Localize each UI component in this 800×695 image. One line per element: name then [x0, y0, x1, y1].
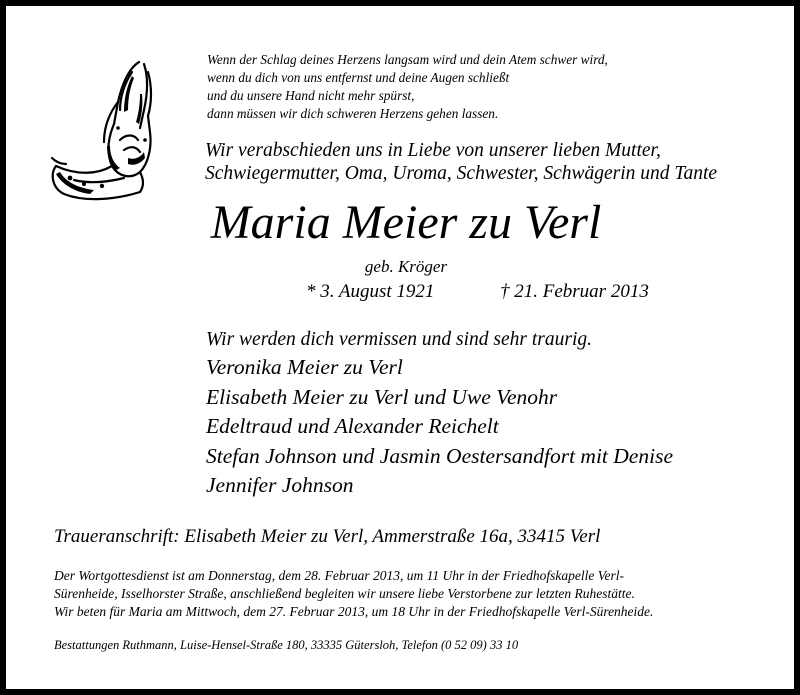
mourner: Jennifer Johnson — [206, 473, 354, 497]
poem — [207, 51, 608, 123]
birth-date: * 3. August 1921 — [306, 281, 435, 302]
maiden-name: geb. Kröger — [364, 257, 448, 276]
poem-line: Wenn der Schlag deines Herzens langsam wird und dein Atem schwer wird, — [207, 52, 608, 67]
service-line: Wir beten für Maria am Mittwoch, dem 27. Februar 2013, um 18 Uhr in der Friedhofskapelle Verl-Sürenheide. — [54, 604, 654, 619]
mourner: Edeltraud und Alexander Reichelt — [206, 414, 499, 438]
service-line: Der Wortgottesdienst ist am Donnerstag, dem 28. Februar 2013, um 11 Uhr in der Friedhofskapelle Verl- — [54, 568, 624, 583]
deceased-name: Maria Meier zu Verl — [210, 196, 602, 249]
service-line: Sürenheide, Isselhorster Straße, anschließend begleiten wir unsere liebe Verstorbene zur letzten Ruhestätte. — [54, 586, 635, 601]
poem-line: und du unsere Hand nicht mehr spürst, — [207, 88, 415, 103]
service-info — [54, 567, 653, 621]
death-date: † 21. Februar 2013 — [500, 281, 649, 302]
intro-line: Wir verabschieden uns in Liebe von unserer lieben Mutter, — [205, 140, 661, 161]
mourner: Veronika Meier zu Verl — [206, 355, 403, 379]
mourner: Stefan Johnson und Jasmin Oestersandfort mit Denise — [206, 443, 673, 468]
poem-line: dann müssen wir dich schweren Herzens gehen lassen. — [207, 106, 499, 121]
mourning-address: Traueranschrift: Elisabeth Meier zu Verl, Ammerstraße 16a, 33415 Verl — [54, 526, 601, 547]
closing-line: Wir werden dich vermissen und sind sehr traurig. — [206, 329, 593, 350]
poem-line: wenn du dich von uns entfernst und deine Augen schließt — [207, 70, 510, 85]
mourner: Elisabeth Meier zu Verl und Uwe Venohr — [206, 384, 558, 409]
mourners-list — [206, 353, 673, 501]
intro-text — [205, 139, 717, 185]
undertaker-info: Bestattungen Ruthmann, Luise-Hensel-Straße 180, 33335 Gütersloh, Telefon (0 52 09) 33 10 — [54, 638, 519, 652]
intro-line: Schwiegermutter, Oma, Uroma, Schwester, Schwägerin und Tante — [205, 163, 718, 184]
praying-hands-icon — [44, 54, 194, 214]
